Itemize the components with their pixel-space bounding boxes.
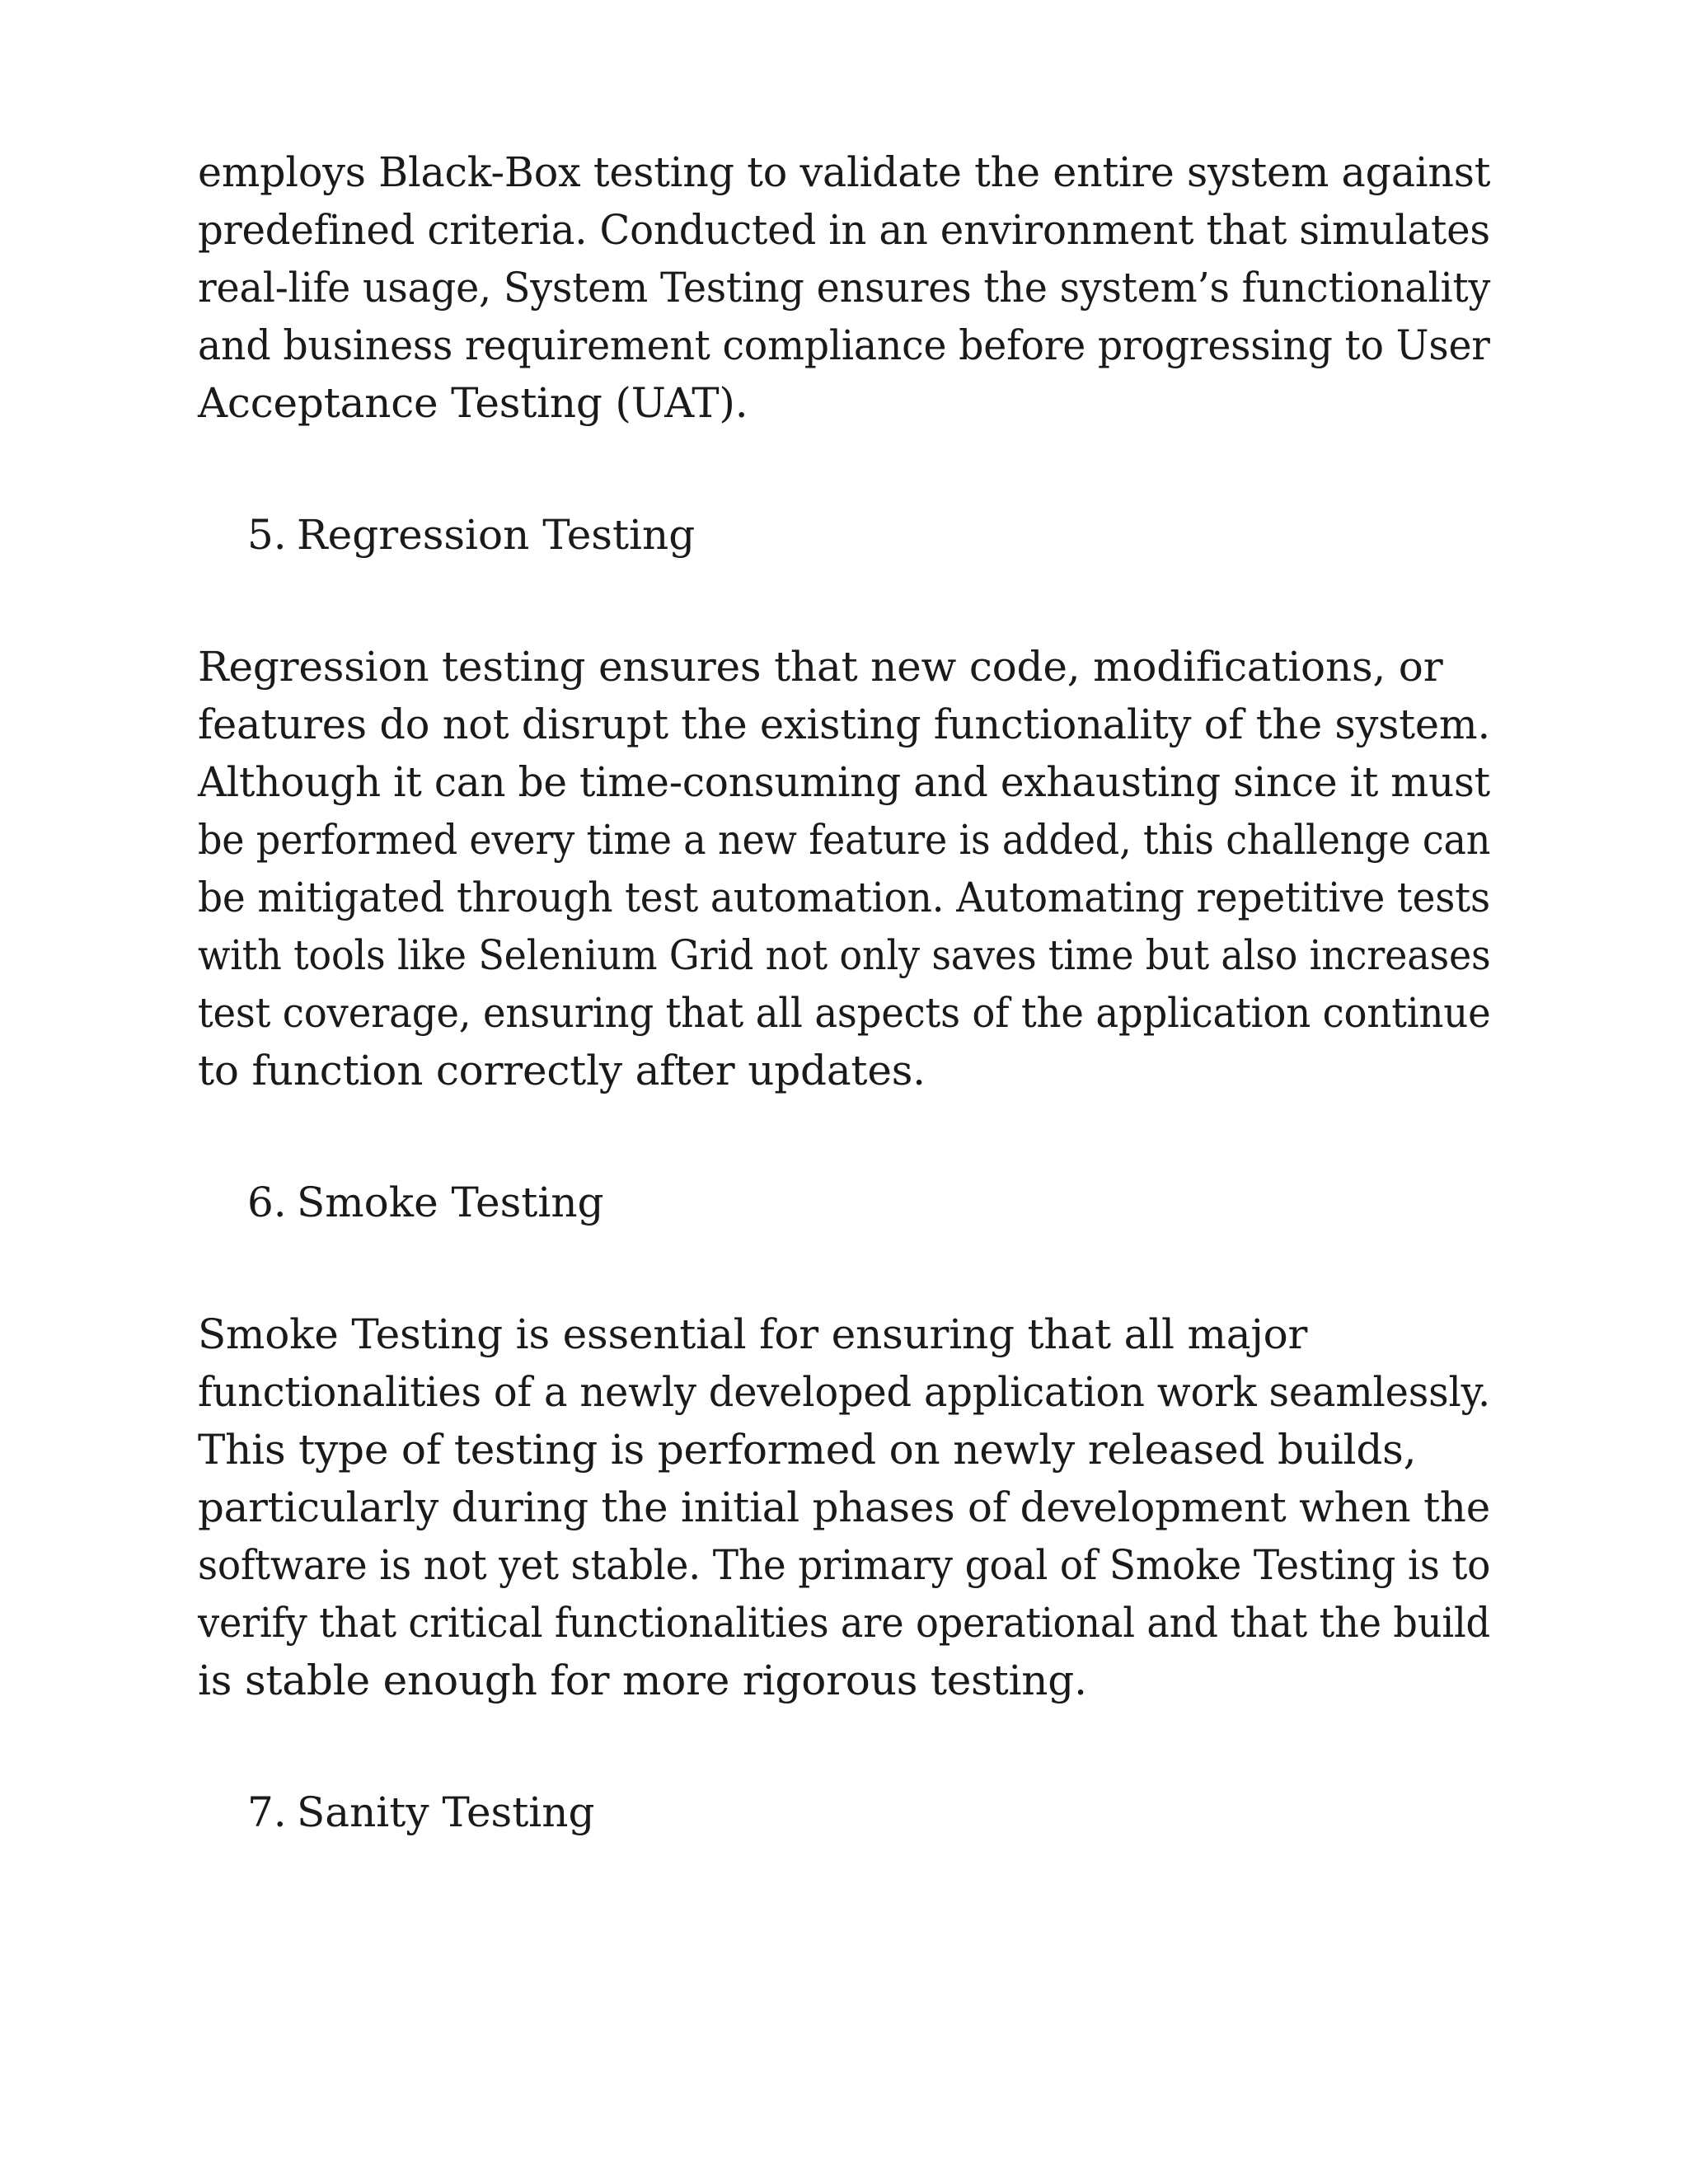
paragraph-line: to function correctly after updates.	[198, 1047, 926, 1094]
paragraph-line: software is not yet stable. The primary goal of Smoke Testing is to	[198, 1541, 1491, 1589]
paragraph-line: Although it can be time-consuming and exhausting since it must	[198, 758, 1490, 806]
heading-title: Regression Testing	[297, 511, 696, 559]
paragraph-line: Acceptance Testing (UAT).	[198, 379, 748, 427]
paragraph-line: be performed every time a new feature is added, this challenge can	[198, 816, 1491, 864]
paragraph-line: test coverage, ensuring that all aspects of the application continue	[198, 989, 1491, 1037]
paragraph-line: verify that critical functionalities are operational and that the build	[198, 1599, 1490, 1647]
paragraph-line: and business requirement compliance before progressing to User	[198, 321, 1490, 369]
paragraph-line: particularly during the initial phases of development when the	[198, 1483, 1490, 1531]
paragraph-line: Smoke Testing is essential for ensuring that all major	[198, 1310, 1308, 1358]
heading-title: Smoke Testing	[297, 1179, 604, 1226]
paragraph-line: predefined criteria. Conducted in an environment that simulates	[198, 206, 1490, 254]
paragraph-line: is stable enough for more rigorous testing.	[198, 1657, 1087, 1704]
list-number: 6.	[247, 1179, 287, 1226]
section-heading-sanity-testing	[247, 1783, 595, 1841]
paragraph-line: This type of testing is performed on newly released builds,	[198, 1426, 1417, 1474]
list-number: 7.	[247, 1788, 287, 1836]
list-number: 5.	[247, 511, 287, 559]
paragraph-line: functionalities of a newly developed application work seamlessly.	[198, 1368, 1491, 1416]
heading-title: Sanity Testing	[297, 1788, 595, 1836]
paragraph-line: employs Black-Box testing to validate the entire system against	[198, 148, 1491, 196]
paragraph-line: be mitigated through test automation. Automating repetitive tests	[198, 874, 1490, 921]
paragraph-line: Regression testing ensures that new code, modifications, or	[198, 643, 1443, 691]
paragraph-line: features do not disrupt the existing functionality of the system.	[198, 701, 1490, 748]
section-heading-smoke-testing	[247, 1174, 604, 1231]
paragraph-line: with tools like Selenium Grid not only saves time but also increases	[198, 931, 1491, 979]
paragraph-line: real-life usage, System Testing ensures the system’s functionality	[198, 264, 1491, 312]
section-heading-regression-testing	[247, 506, 695, 564]
